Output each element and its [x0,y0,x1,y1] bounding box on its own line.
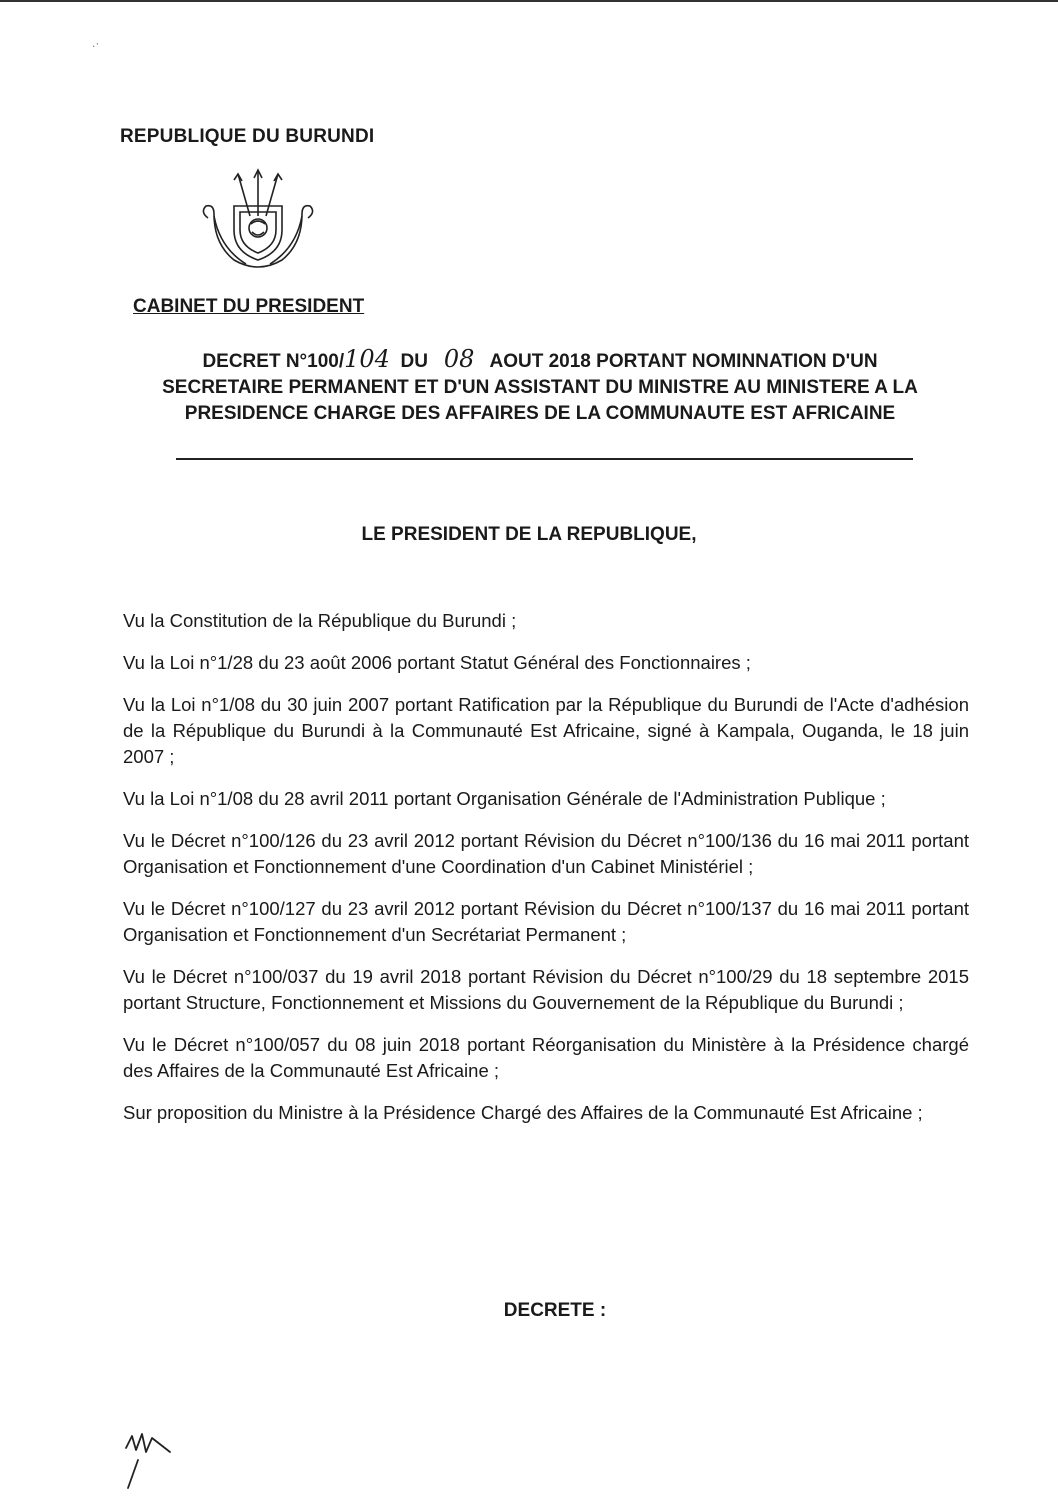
consideration-paragraph: Vu le Décret n°100/127 du 23 avril 2012 portant Révision du Décret n°100/137 du 16 mai 2011 portant Organisation et Fonctionnement d'un Secrétariat Permanent ; [123,898,969,945]
consideration-paragraph: Vu le Décret n°100/057 du 08 juin 2018 portant Réorganisation du Ministère à la Présidence chargé des Affaires de la Communauté Est Africaine ; [123,1034,969,1081]
consideration-paragraph: Vu le Décret n°100/126 du 23 avril 2012 portant Révision du Décret n°100/136 du 16 mai 2011 portant Organisation et Fonctionnement d'une Coordination d'un Cabinet Ministériel ; [123,830,969,877]
handwritten-initials-signature [118,1430,178,1492]
considerations-list [123,608,969,1142]
title-divider [176,458,913,460]
consideration-paragraph: Vu la Loi n°1/08 du 30 juin 2007 portant Ratification par la République du Burundi de l'Acte d'adhésion de la République du Burundi à la Communauté Est Africaine, signé à Kampala, Ouganda, le 18 juin 2007 ; [123,694,969,767]
cabinet-heading: CABINET DU PRESIDENT [133,296,365,317]
decree-title-rest: AOUT 2018 PORTANT NOMINNATION D'UN [489,351,878,372]
burundi-coat-of-arms-emblem [198,168,318,276]
decree-title [130,346,950,427]
decree-title-line-2: SECRETAIRE PERMANENT ET D'UN ASSISTANT DU MINISTRE AU MINISTERE A LA [162,377,918,398]
decrete-heading: DECRETE : [503,1300,607,1321]
consideration-paragraph: Sur proposition du Ministre à la Présidence Chargé des Affaires de la Communauté Est Africaine ; [123,1102,923,1123]
handwritten-day: 08 [443,345,475,373]
handwritten-decree-number: 104 [344,345,390,373]
decree-du: DU [400,351,428,372]
decree-title-line-3: PRESIDENCE CHARGE DES AFFAIRES DE LA COMMUNAUTE EST AFRICAINE [184,403,896,424]
consideration-paragraph: Vu la Constitution de la République du Burundi ; [123,610,517,631]
decree-prefix: DECRET N°100/ [202,351,345,372]
consideration-paragraph: Vu la Loi n°1/28 du 23 août 2006 portant Statut Général des Fonctionnaires ; [123,652,751,673]
scan-speck: .· [92,36,100,50]
scan-top-edge [0,0,1058,2]
president-heading: LE PRESIDENT DE LA REPUBLIQUE, [361,524,697,545]
consideration-paragraph: Vu le Décret n°100/037 du 19 avril 2018 portant Révision du Décret n°100/29 du 18 septembre 2015 portant Structure, Fonctionnement et Missions du Gouvernement de la République du Burundi ; [123,966,969,1013]
decree-title-line-1 [130,346,950,375]
consideration-paragraph: Vu la Loi n°1/08 du 28 avril 2011 portant Organisation Générale de l'Administration Publique ; [123,788,886,809]
republic-heading: REPUBLIQUE DU BURUNDI [120,126,375,147]
